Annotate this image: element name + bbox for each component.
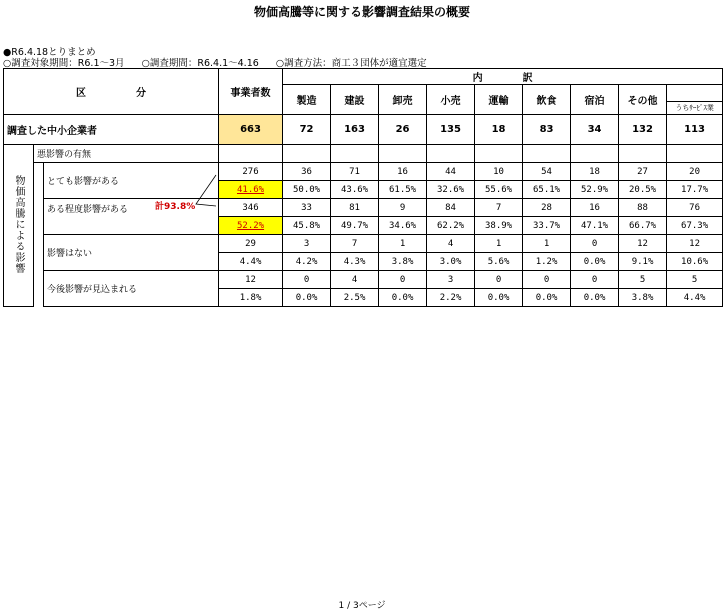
surveyed-value: 113 <box>667 115 723 145</box>
survey-period: ○調査期間：R6.4.1～4.16 <box>141 58 259 69</box>
pct-cell: 55.6% <box>475 181 523 199</box>
pct-cell: 17.7% <box>667 181 723 199</box>
pct-cell: 33.7% <box>523 217 571 235</box>
industry-header: 運輸 <box>475 85 523 115</box>
combined-total-label: 計93.8% <box>155 202 196 212</box>
count-cell: 0 <box>379 271 427 289</box>
page-number: 1 / 3ページ <box>338 601 386 611</box>
row-total-pct: 4.4% <box>219 253 283 271</box>
pct-cell: 1.2% <box>523 253 571 271</box>
row-label: 影響はない <box>44 235 219 271</box>
count-cell: 18 <box>571 163 619 181</box>
surveyed-total: 663 <box>219 115 283 145</box>
row-total: 346 <box>219 199 283 217</box>
count-cell: 0 <box>523 271 571 289</box>
industry-header: 宿泊 <box>571 85 619 115</box>
industry-header: その他 <box>619 85 667 115</box>
row-total: 276 <box>219 163 283 181</box>
pct-cell: 65.1% <box>523 181 571 199</box>
count-cell: 33 <box>283 199 331 217</box>
pct-cell: 66.7% <box>619 217 667 235</box>
target-period: ○調査対象期間：R6.1～3月 <box>3 58 125 69</box>
surveyed-value: 34 <box>571 115 619 145</box>
section-heading: 悪影響の有無 <box>34 145 219 163</box>
service-sub-header: うちｻｰﾋﾞｽ業 <box>667 102 723 115</box>
surveyed-value: 26 <box>379 115 427 145</box>
pct-cell: 2.5% <box>331 289 379 307</box>
surveyed-value: 132 <box>619 115 667 145</box>
industry-header: 飲食 <box>523 85 571 115</box>
surveyed-label: 調査した中小企業者 <box>4 115 219 145</box>
count-cell: 27 <box>619 163 667 181</box>
row-total: 29 <box>219 235 283 253</box>
industry-header: 建設 <box>331 85 379 115</box>
count-cell: 7 <box>331 235 379 253</box>
highlight-pct: 52.2% <box>236 220 265 231</box>
pct-cell: 45.8% <box>283 217 331 235</box>
pct-cell: 62.2% <box>427 217 475 235</box>
pct-cell: 3.8% <box>379 253 427 271</box>
row-label: 今後影響が見込まれる <box>44 271 219 307</box>
pct-cell: 0.0% <box>475 289 523 307</box>
pct-cell: 4.3% <box>331 253 379 271</box>
pct-cell: 50.0% <box>283 181 331 199</box>
pct-cell: 10.6% <box>667 253 723 271</box>
count-cell: 1 <box>475 235 523 253</box>
industry-header: 小売 <box>427 85 475 115</box>
pct-cell: 4.2% <box>283 253 331 271</box>
pct-cell: 0.0% <box>283 289 331 307</box>
count-cell: 44 <box>427 163 475 181</box>
count-cell: 20 <box>667 163 723 181</box>
count-cell: 5 <box>667 271 723 289</box>
pct-cell: 0.0% <box>571 253 619 271</box>
count-cell: 84 <box>427 199 475 217</box>
highlight-pct: 41.6% <box>236 184 265 195</box>
pct-cell: 0.0% <box>523 289 571 307</box>
count-cell: 54 <box>523 163 571 181</box>
page-title: 物価高騰等に関する影響調査結果の概要 <box>253 5 470 19</box>
bracket-line <box>196 175 216 206</box>
pct-cell: 4.4% <box>667 289 723 307</box>
count-cell: 16 <box>379 163 427 181</box>
surveyed-value: 72 <box>283 115 331 145</box>
count-cell: 10 <box>475 163 523 181</box>
pct-cell: 3.8% <box>619 289 667 307</box>
count-cell: 76 <box>667 199 723 217</box>
summary-date: ●R6.4.18とりまとめ <box>3 47 96 58</box>
pct-cell: 47.1% <box>571 217 619 235</box>
row-label: ある程度影響がある <box>44 199 219 235</box>
pct-cell: 61.5% <box>379 181 427 199</box>
count-cell: 0 <box>571 235 619 253</box>
pct-cell: 0.0% <box>379 289 427 307</box>
pct-cell: 0.0% <box>571 289 619 307</box>
row-total-pct: 1.8% <box>219 289 283 307</box>
count-cell: 88 <box>619 199 667 217</box>
pct-cell: 34.6% <box>379 217 427 235</box>
pct-cell: 5.6% <box>475 253 523 271</box>
count-cell: 4 <box>427 235 475 253</box>
category-header: 区 分 <box>4 69 219 115</box>
surveyed-value: 135 <box>427 115 475 145</box>
count-cell: 1 <box>523 235 571 253</box>
survey-method: ○調査方法：商工３団体が適宜選定 <box>275 58 427 69</box>
businesses-header: 事業者数 <box>219 69 283 115</box>
count-cell: 0 <box>475 271 523 289</box>
count-cell: 81 <box>331 199 379 217</box>
pct-cell: 49.7% <box>331 217 379 235</box>
pct-cell: 9.1% <box>619 253 667 271</box>
count-cell: 36 <box>283 163 331 181</box>
surveyed-value: 18 <box>475 115 523 145</box>
count-cell: 3 <box>283 235 331 253</box>
surveyed-value: 83 <box>523 115 571 145</box>
industry-header: 製造 <box>283 85 331 115</box>
count-cell: 71 <box>331 163 379 181</box>
count-cell: 4 <box>331 271 379 289</box>
vertical-label: 物価高騰による影響 <box>13 174 24 274</box>
industry-header: 卸売 <box>379 85 427 115</box>
count-cell: 16 <box>571 199 619 217</box>
count-cell: 1 <box>379 235 427 253</box>
count-cell: 7 <box>475 199 523 217</box>
pct-cell: 2.2% <box>427 289 475 307</box>
count-cell: 3 <box>427 271 475 289</box>
count-cell: 5 <box>619 271 667 289</box>
pct-cell: 32.6% <box>427 181 475 199</box>
surveyed-value: 163 <box>331 115 379 145</box>
pct-cell: 67.3% <box>667 217 723 235</box>
pct-cell: 38.9% <box>475 217 523 235</box>
pct-cell: 43.6% <box>331 181 379 199</box>
count-cell: 12 <box>667 235 723 253</box>
count-cell: 12 <box>619 235 667 253</box>
pct-cell: 20.5% <box>619 181 667 199</box>
row-total: 12 <box>219 271 283 289</box>
count-cell: 0 <box>283 271 331 289</box>
pct-cell: 3.0% <box>427 253 475 271</box>
row-label: とても影響がある <box>44 163 219 199</box>
count-cell: 28 <box>523 199 571 217</box>
pct-cell: 52.9% <box>571 181 619 199</box>
count-cell: 0 <box>571 271 619 289</box>
count-cell: 9 <box>379 199 427 217</box>
breakdown-header: 内 訳 <box>283 69 723 85</box>
